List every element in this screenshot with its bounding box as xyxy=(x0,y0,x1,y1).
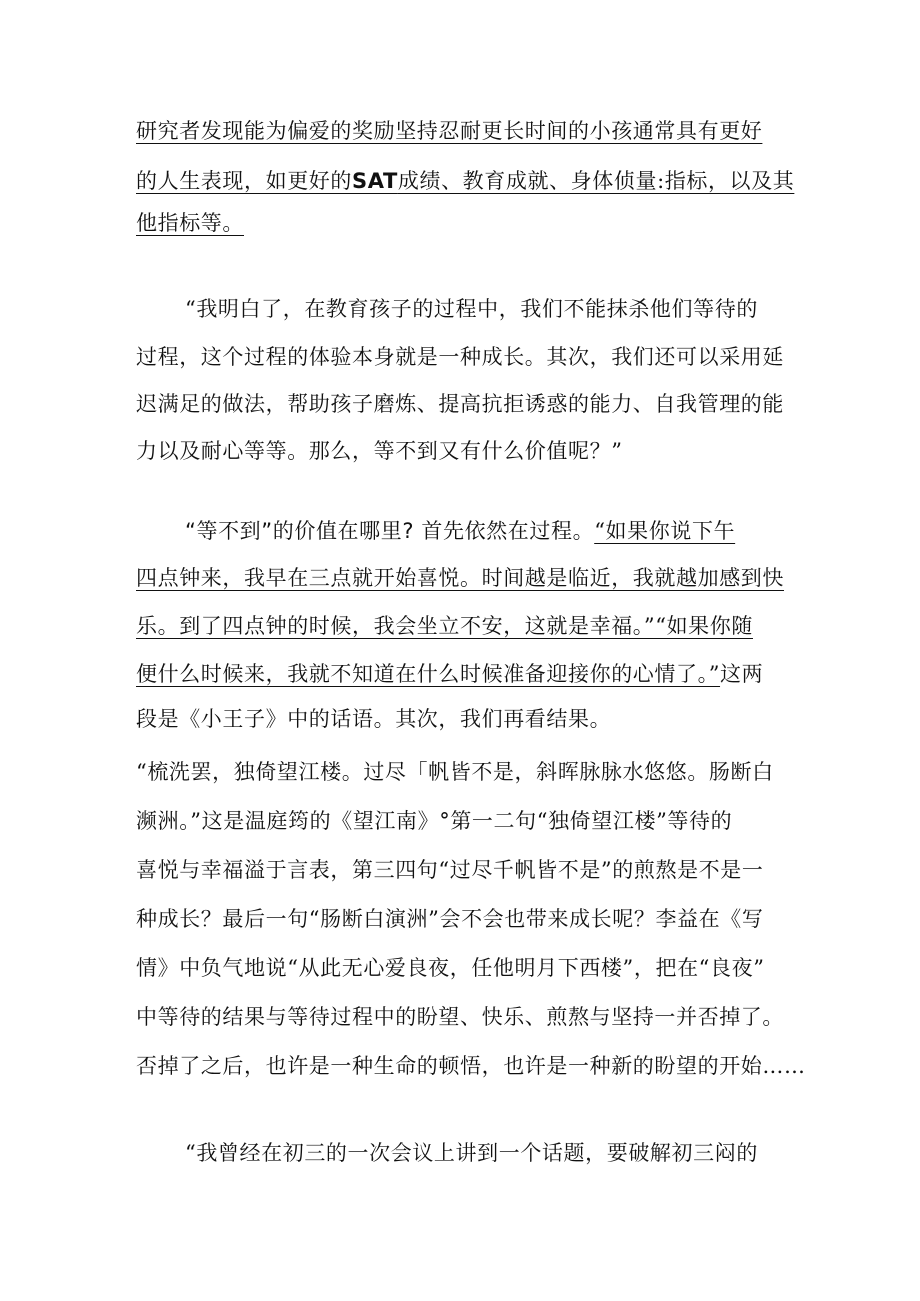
p1-line-1-text: 研究者发现能为偏爱的奖励坚持忍耐更长时间的小孩通常具有更好 xyxy=(136,119,763,143)
p4-line-6 xyxy=(136,1002,784,1032)
p3-line-4-quote: 便什么时候来，我就不知道在什么时候准备迎接你的心情了。” xyxy=(136,662,721,686)
p2-line-1-text: “我明白了，在教育孩子的过程中，我们不能抹杀他们等待的 xyxy=(185,297,758,321)
p5-line-1-text: “我曾经在初三的一次会议上讲到一个话题，要破解初三闷的 xyxy=(185,1141,758,1165)
p3-line-3-text: 乐。到了四点钟的时候，我会坐立不安，这就是幸福。”“如果你随 xyxy=(136,614,753,638)
p4-line-1 xyxy=(136,757,774,787)
p3-line-2-text: 四点钟来，我早在三点就开始喜悦。时间越是临近，我就越加感到快 xyxy=(136,566,784,590)
p4-line-5 xyxy=(136,953,765,983)
p4-line-1-text: “梳洗罢，独倚望江楼。过尽「帆皆不是，斜晖脉脉水悠悠。肠断白 xyxy=(136,760,774,784)
p4-line-4-text: 种成长？最后一句“肠断白演洲”会不会也带来成长呢？李益在《写 xyxy=(136,907,764,931)
p2-line-4-text: 力以及耐心等等。那么，等不到又有什么价值呢？” xyxy=(136,439,623,463)
p4-line-6-text: 中等待的结果与等待过程中的盼望、快乐、煎熬与坚持一并否掉了。 xyxy=(136,1005,784,1029)
p3-line-1 xyxy=(185,516,735,546)
p2-line-2 xyxy=(136,342,784,372)
p3-line-4 xyxy=(136,659,763,689)
p2-line-3 xyxy=(136,389,784,419)
p4-line-5-text: 情》中负气地说“从此无心爱良夜，任他明月下西楼”，把在“良夜” xyxy=(136,956,765,980)
p4-line-7-text: 否掉了之后，也许是一种生命的顿悟，也许是一种新的盼望的开始…… xyxy=(136,1054,806,1078)
p1-line-2-text-b: 成绩、教育成就、身体侦量:指标，以及其 xyxy=(397,169,795,193)
p3-line-3 xyxy=(136,611,753,641)
p4-line-3 xyxy=(136,855,763,885)
p3-line-2 xyxy=(136,563,784,593)
p3-line-1-text: 首先依然在过程。 xyxy=(421,519,595,543)
p3-line-5-text: 段是《小王子》中的话语。其次，我们再看结果。 xyxy=(136,707,612,731)
p1-line-3 xyxy=(136,208,244,238)
p2-line-4 xyxy=(136,436,623,466)
p5-line-1 xyxy=(185,1138,758,1168)
p4-line-7 xyxy=(136,1051,806,1081)
p3-line-4-text: 这两 xyxy=(720,662,764,686)
p1-line-1 xyxy=(136,116,762,146)
sat-term: SAT xyxy=(352,169,398,193)
p4-line-4 xyxy=(136,904,763,934)
p2-line-1 xyxy=(185,294,758,324)
p4-line-2-text: 濒洲。”这是温庭筠的《望江南》°第一二句“独倚望江楼”等待的 xyxy=(136,809,733,833)
p3-heading: “等不到”的价值在哪里? xyxy=(185,519,415,543)
p2-line-3-text: 迟满足的做法，帮助孩子磨炼、提高抗拒诱惑的能力、自我管理的能 xyxy=(136,392,784,416)
p1-line-2-text-a: 的人生表现，如更好的 xyxy=(136,169,352,193)
p4-line-2 xyxy=(136,806,732,836)
p1-line-3-text: 他指标等。 xyxy=(136,211,244,235)
p2-line-2-text: 过程，这个过程的体验本身就是一种成长。其次，我们还可以采用延 xyxy=(136,345,784,369)
p3-line-1-quote: “如果你说下午 xyxy=(594,519,736,543)
p3-line-5 xyxy=(136,704,611,734)
p4-line-3-text: 喜悦与幸福溢于言表，第三四句“过尽千帆皆不是”的煎熬是不是一 xyxy=(136,858,764,882)
p1-line-2 xyxy=(136,166,794,196)
